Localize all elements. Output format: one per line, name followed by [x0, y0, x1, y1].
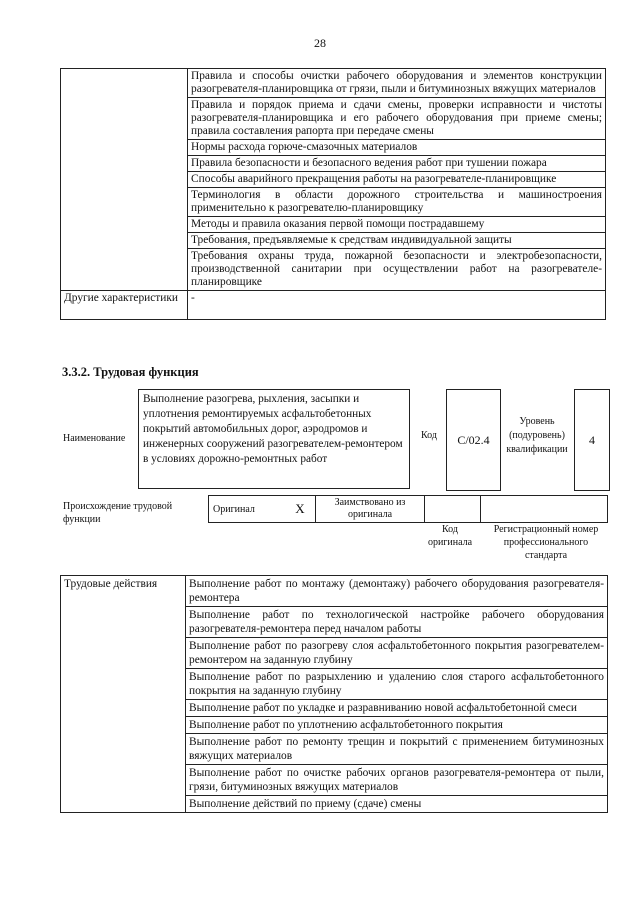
table-row	[209, 496, 608, 523]
function-code: C/02.4	[446, 389, 501, 491]
action-item: Выполнение работ по ремонту трещин и покрытий с применением битуминозных вяжущих материалов	[186, 734, 608, 765]
empty-cell	[61, 69, 188, 291]
action-item: Выполнение работ по монтажу (демонтажу) рабочего оборудования разогревателя-ремонтера	[186, 576, 608, 607]
section-title: 3.3.2. Трудовая функция	[62, 365, 199, 379]
origin-label: Происхождение трудовой функции	[63, 501, 173, 525]
knowledge-item: Правила и способы очистки рабочего оборудования и элементов конструкции разогревателя-планировщика от грязи, пыли и битуминозных вяжущих материалов	[188, 69, 606, 98]
level-label: Уровень (подуровень) квалификации	[506, 416, 568, 455]
code-label: Код	[421, 430, 437, 441]
knowledge-item: Правила и порядок приема и сдачи смены, проверки исправности и чистоты разогревателя-планировщика и его рабочего оборудования при приеме смены; правила составления рапорта при передаче смены	[188, 98, 606, 140]
table-row	[61, 69, 606, 98]
borrowed-label: Заимствовано из оригинала	[316, 496, 425, 523]
other-characteristics-label: Другие характеристики	[61, 291, 188, 320]
knowledge-item: Правила безопасности и безопасного ведения работ при тушении пожара	[188, 156, 606, 172]
knowledge-item: Терминология в области дорожного строительства и машиностроения применительно к разогревателю-планировщику	[188, 188, 606, 217]
code-caption: Код оригинала	[427, 524, 473, 548]
origin-table	[208, 495, 608, 523]
knowledge-item: Требования, предъявляемые к средствам индивидуальной защиты	[188, 233, 606, 249]
knowledge-item: Нормы расхода горюче-смазочных материалов	[188, 140, 606, 156]
registration-caption: Регистрационный номер профессионального стандарта	[493, 524, 599, 561]
action-item: Выполнение работ по укладке и разравниванию новой асфальтобетонной смеси	[186, 700, 608, 717]
name-label: Наименование	[63, 433, 126, 444]
action-item: Выполнение работ по разрыхлению и удалению слоя старого асфальтобетонного покрытия на заданную глубину	[186, 669, 608, 700]
table-row	[61, 576, 608, 607]
actions-table	[60, 575, 608, 813]
original-mark: X	[285, 496, 316, 523]
original-label: Оригинал	[209, 496, 286, 523]
actions-label: Трудовые действия	[61, 576, 186, 813]
qualification-level: 4	[574, 389, 610, 491]
knowledge-item: Методы и правила оказания первой помощи пострадавшему	[188, 217, 606, 233]
action-item: Выполнение работ по технологической настройке рабочего оборудования разогревателя-ремонтера перед началом работы	[186, 607, 608, 638]
other-characteristics-value: -	[188, 291, 606, 320]
action-item: Выполнение работ по уплотнению асфальтобетонного покрытия	[186, 717, 608, 734]
table-row	[61, 291, 606, 320]
registration-number-cell	[481, 496, 608, 523]
function-name: Выполнение разогрева, рыхления, засыпки и уплотнения ремонтируемых асфальтобетонных покрытий автомобильных дорог, аэродромов и инженерных сооружений разогревателем-ремонтером в условиях дорожно-ремонтных работ	[138, 389, 410, 489]
knowledge-table	[60, 68, 606, 320]
origin-code-cell	[425, 496, 481, 523]
action-item: Выполнение работ по разогреву слоя асфальтобетонного покрытия разогревателем-ремонтером на заданную глубину	[186, 638, 608, 669]
page-number: 28	[314, 36, 326, 50]
knowledge-item: Требования охраны труда, пожарной безопасности и электробезопасности, производственной санитарии при осуществлении работ на разогревателе-планировщике	[188, 249, 606, 291]
knowledge-item: Способы аварийного прекращения работы на разогревателе-планировщике	[188, 172, 606, 188]
action-item: Выполнение работ по очистке рабочих органов разогревателя-ремонтера от пыли, грязи, битуминозных вяжущих материалов	[186, 765, 608, 796]
action-item: Выполнение действий по приему (сдаче) смены	[186, 796, 608, 813]
